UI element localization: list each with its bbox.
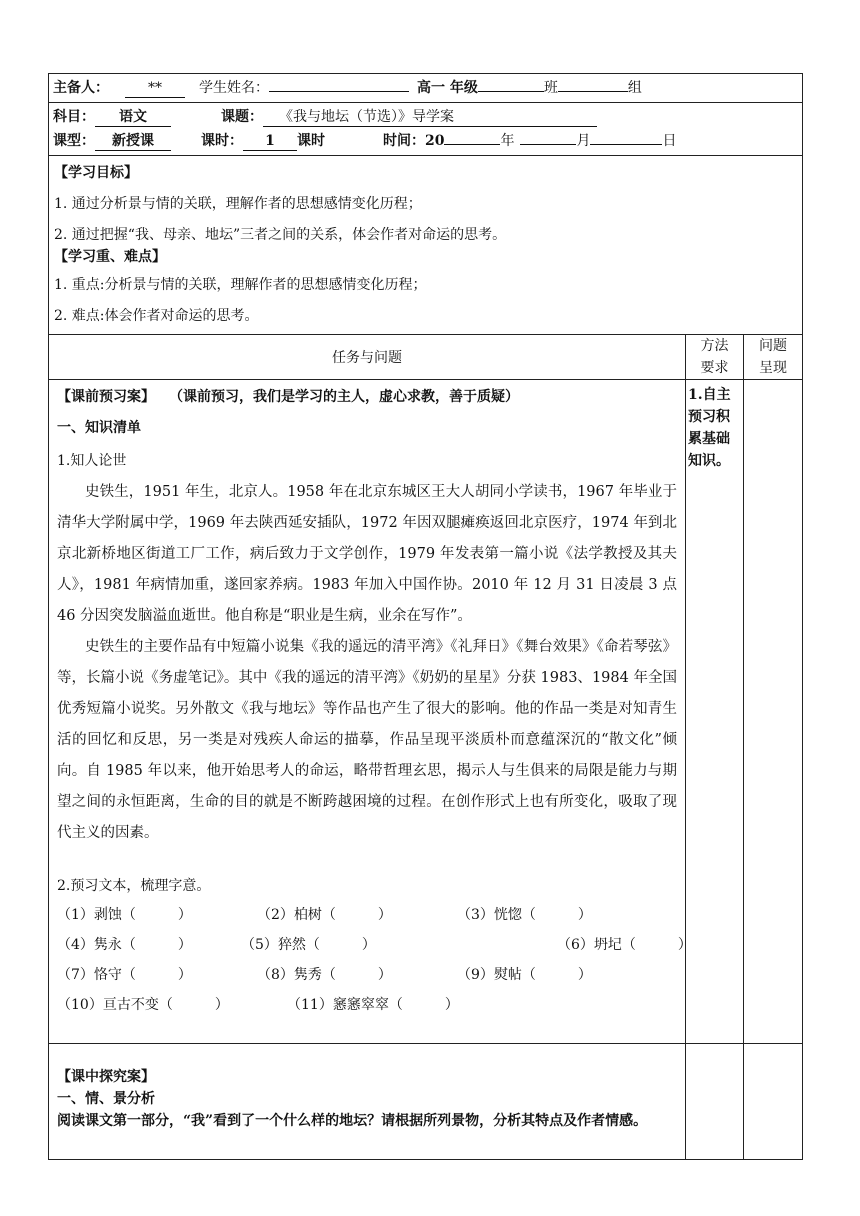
column-header-task: 任务与问题 xyxy=(49,335,686,380)
period-unit: 课时 xyxy=(297,133,325,149)
vocab-item xyxy=(457,990,687,1020)
vocab-item: （6）坍圮（ ） xyxy=(557,937,692,953)
column-header-problem xyxy=(744,335,803,380)
objectives-section xyxy=(49,156,803,335)
vocabulary-grid xyxy=(57,900,692,1020)
period-label: 课时： xyxy=(201,133,243,149)
preview-motto: （课前预习，我们是学习的主人，虚心求教，善于质疑） xyxy=(169,389,519,405)
vocabulary-heading: 2.预习文本，梳理字意。 xyxy=(57,878,211,894)
problem-header-line2: 呈现 xyxy=(759,360,788,376)
group-field[interactable] xyxy=(558,91,628,92)
key-point-item: 2. 难点:体会作者对命运的思考。 xyxy=(54,308,259,324)
month-label: 月 xyxy=(576,133,591,149)
objective-item: 2. 通过把握“我、母亲、地坛”三者之间的关系，体会作者对命运的思考。 xyxy=(54,227,507,243)
day-field[interactable] xyxy=(590,144,662,145)
class-field[interactable] xyxy=(478,91,544,92)
grade-label: 高一 年级 xyxy=(417,80,478,96)
day-label: 日 xyxy=(662,133,677,149)
preview-title: 【课前预习案】 xyxy=(57,389,155,405)
year-label: 年 xyxy=(500,133,515,149)
inclass-section xyxy=(49,1044,686,1160)
vocab-item: （10）亘古不变（ ） xyxy=(57,997,229,1013)
vocab-item: （8）隽秀（ ） xyxy=(257,967,392,983)
student-name-field[interactable] xyxy=(269,91,409,92)
problem-header-line1: 问题 xyxy=(759,338,788,354)
topic-value: 《我与地坛（节选）》导学案 xyxy=(263,108,597,127)
key-point-item: 1. 重点:分析景与情的关联，理解作者的思想感情变化历程； xyxy=(54,277,427,293)
worksheet xyxy=(48,73,802,1160)
method-cell-inclass[interactable] xyxy=(686,1044,744,1160)
method-header-line1: 方法 xyxy=(700,338,729,354)
scene-emotion-heading: 一、情、景分析 xyxy=(57,1091,155,1107)
time-label: 时间：20 xyxy=(383,133,445,149)
method-cell-preview xyxy=(686,380,744,1044)
objectives-title: 【学习目标】 xyxy=(54,165,138,181)
preview-section xyxy=(49,380,692,1044)
class-label: 班 xyxy=(543,80,558,96)
year-field[interactable] xyxy=(444,144,500,145)
key-points-title: 【学习重、难点】 xyxy=(54,249,166,265)
lesson-type-value: 新授课 xyxy=(95,132,171,151)
vocab-item: （9）熨帖（ ） xyxy=(457,967,592,983)
topic-label: 课题： xyxy=(221,109,263,125)
inclass-title: 【课中探究案】 xyxy=(57,1069,155,1085)
method-note: 1.自主预习积累基础知识。 xyxy=(688,387,731,469)
subject-value: 语文 xyxy=(95,108,171,127)
group-label: 组 xyxy=(627,80,642,96)
problem-cell-preview[interactable] xyxy=(744,380,803,1044)
vocab-item: （5）猝然（ ） xyxy=(241,937,376,953)
author-bio-paragraph: 史铁生，1951 年生，北京人。1958 年在北京东城区王大人胡同小学读书，1967 年毕业于清华大学附属中学，1969 年去陕西延安插队，1972 年因双腿瘫痪返回北京医疗，1974 年到北京北新桥地区街道工厂工作，病后致力于文学创作，1979 年发表第一篇小说《法学教授及其夫人》，1981 年病情加重，遂回家养病。1983 年加入中国作协。2010 年 12 月 31 日凌晨 3 点 46 分因突发脑溢血逝世。他自称是“职业是生病，业余在写作”。 xyxy=(57,484,677,624)
student-name-label: 学生姓名： xyxy=(199,80,269,96)
objective-item: 1. 通过分析景与情的关联，理解作者的思想感情变化历程； xyxy=(54,196,422,212)
problem-cell-inclass[interactable] xyxy=(744,1044,803,1160)
knowledge-list-heading: 一、知识清单 xyxy=(57,420,141,436)
vocab-item: （7）恪守（ ） xyxy=(57,967,192,983)
column-header-method xyxy=(686,335,744,380)
vocab-item: （2）柏树（ ） xyxy=(257,907,392,923)
preparer-label: 主备人： xyxy=(53,80,109,96)
subject-label: 科目： xyxy=(53,109,95,125)
worksheet-table xyxy=(48,73,803,1160)
header-row-1 xyxy=(49,74,803,103)
scene-analysis-question: 阅读课文第一部分，“我”看到了一个什么样的地坛？请根据所列景物，分析其特点及作者情感。 xyxy=(57,1113,648,1129)
vocab-item: （3）恍惚（ ） xyxy=(457,907,592,923)
method-header-line2: 要求 xyxy=(700,360,729,376)
vocab-item: （4）隽永（ ） xyxy=(57,937,192,953)
author-works-paragraph: 史铁生的主要作品有中短篇小说集《我的遥远的清平湾》《礼拜日》《舞台效果》《命若琴弦》等，长篇小说《务虚笔记》。其中《我的遥远的清平湾》《奶奶的星星》分获 1983、1984 年全国优秀短篇小说奖。另外散文《我与地坛》等作品也产生了很大的影响。他的作品一类是对知青生活的回忆和反思，另一类是对残疾人命运的描摹，作品呈现平淡质朴而意蕴深沉的“散文化”倾向。自 1985 年以来，他开始思考人的命运，略带哲理玄思，揭示人与生俱来的局限是能力与期望之间的永恒距离，生命的目的就是不断跨越困境的过程。在创作形式上也有所变化，吸取了现代主义的因素。 xyxy=(57,639,677,841)
period-value: 1 xyxy=(243,132,297,151)
author-background-heading: 1.知人论世 xyxy=(57,453,127,469)
preview-title-line xyxy=(57,384,677,411)
lesson-type-label: 课型： xyxy=(53,133,95,149)
vocab-item: （11）窸窸窣窣（ ） xyxy=(287,997,459,1013)
header-row-2 xyxy=(49,103,803,156)
month-field[interactable] xyxy=(520,144,576,145)
vocab-item: （1）剥蚀（ ） xyxy=(57,907,192,923)
preparer-value: ** xyxy=(125,79,185,98)
